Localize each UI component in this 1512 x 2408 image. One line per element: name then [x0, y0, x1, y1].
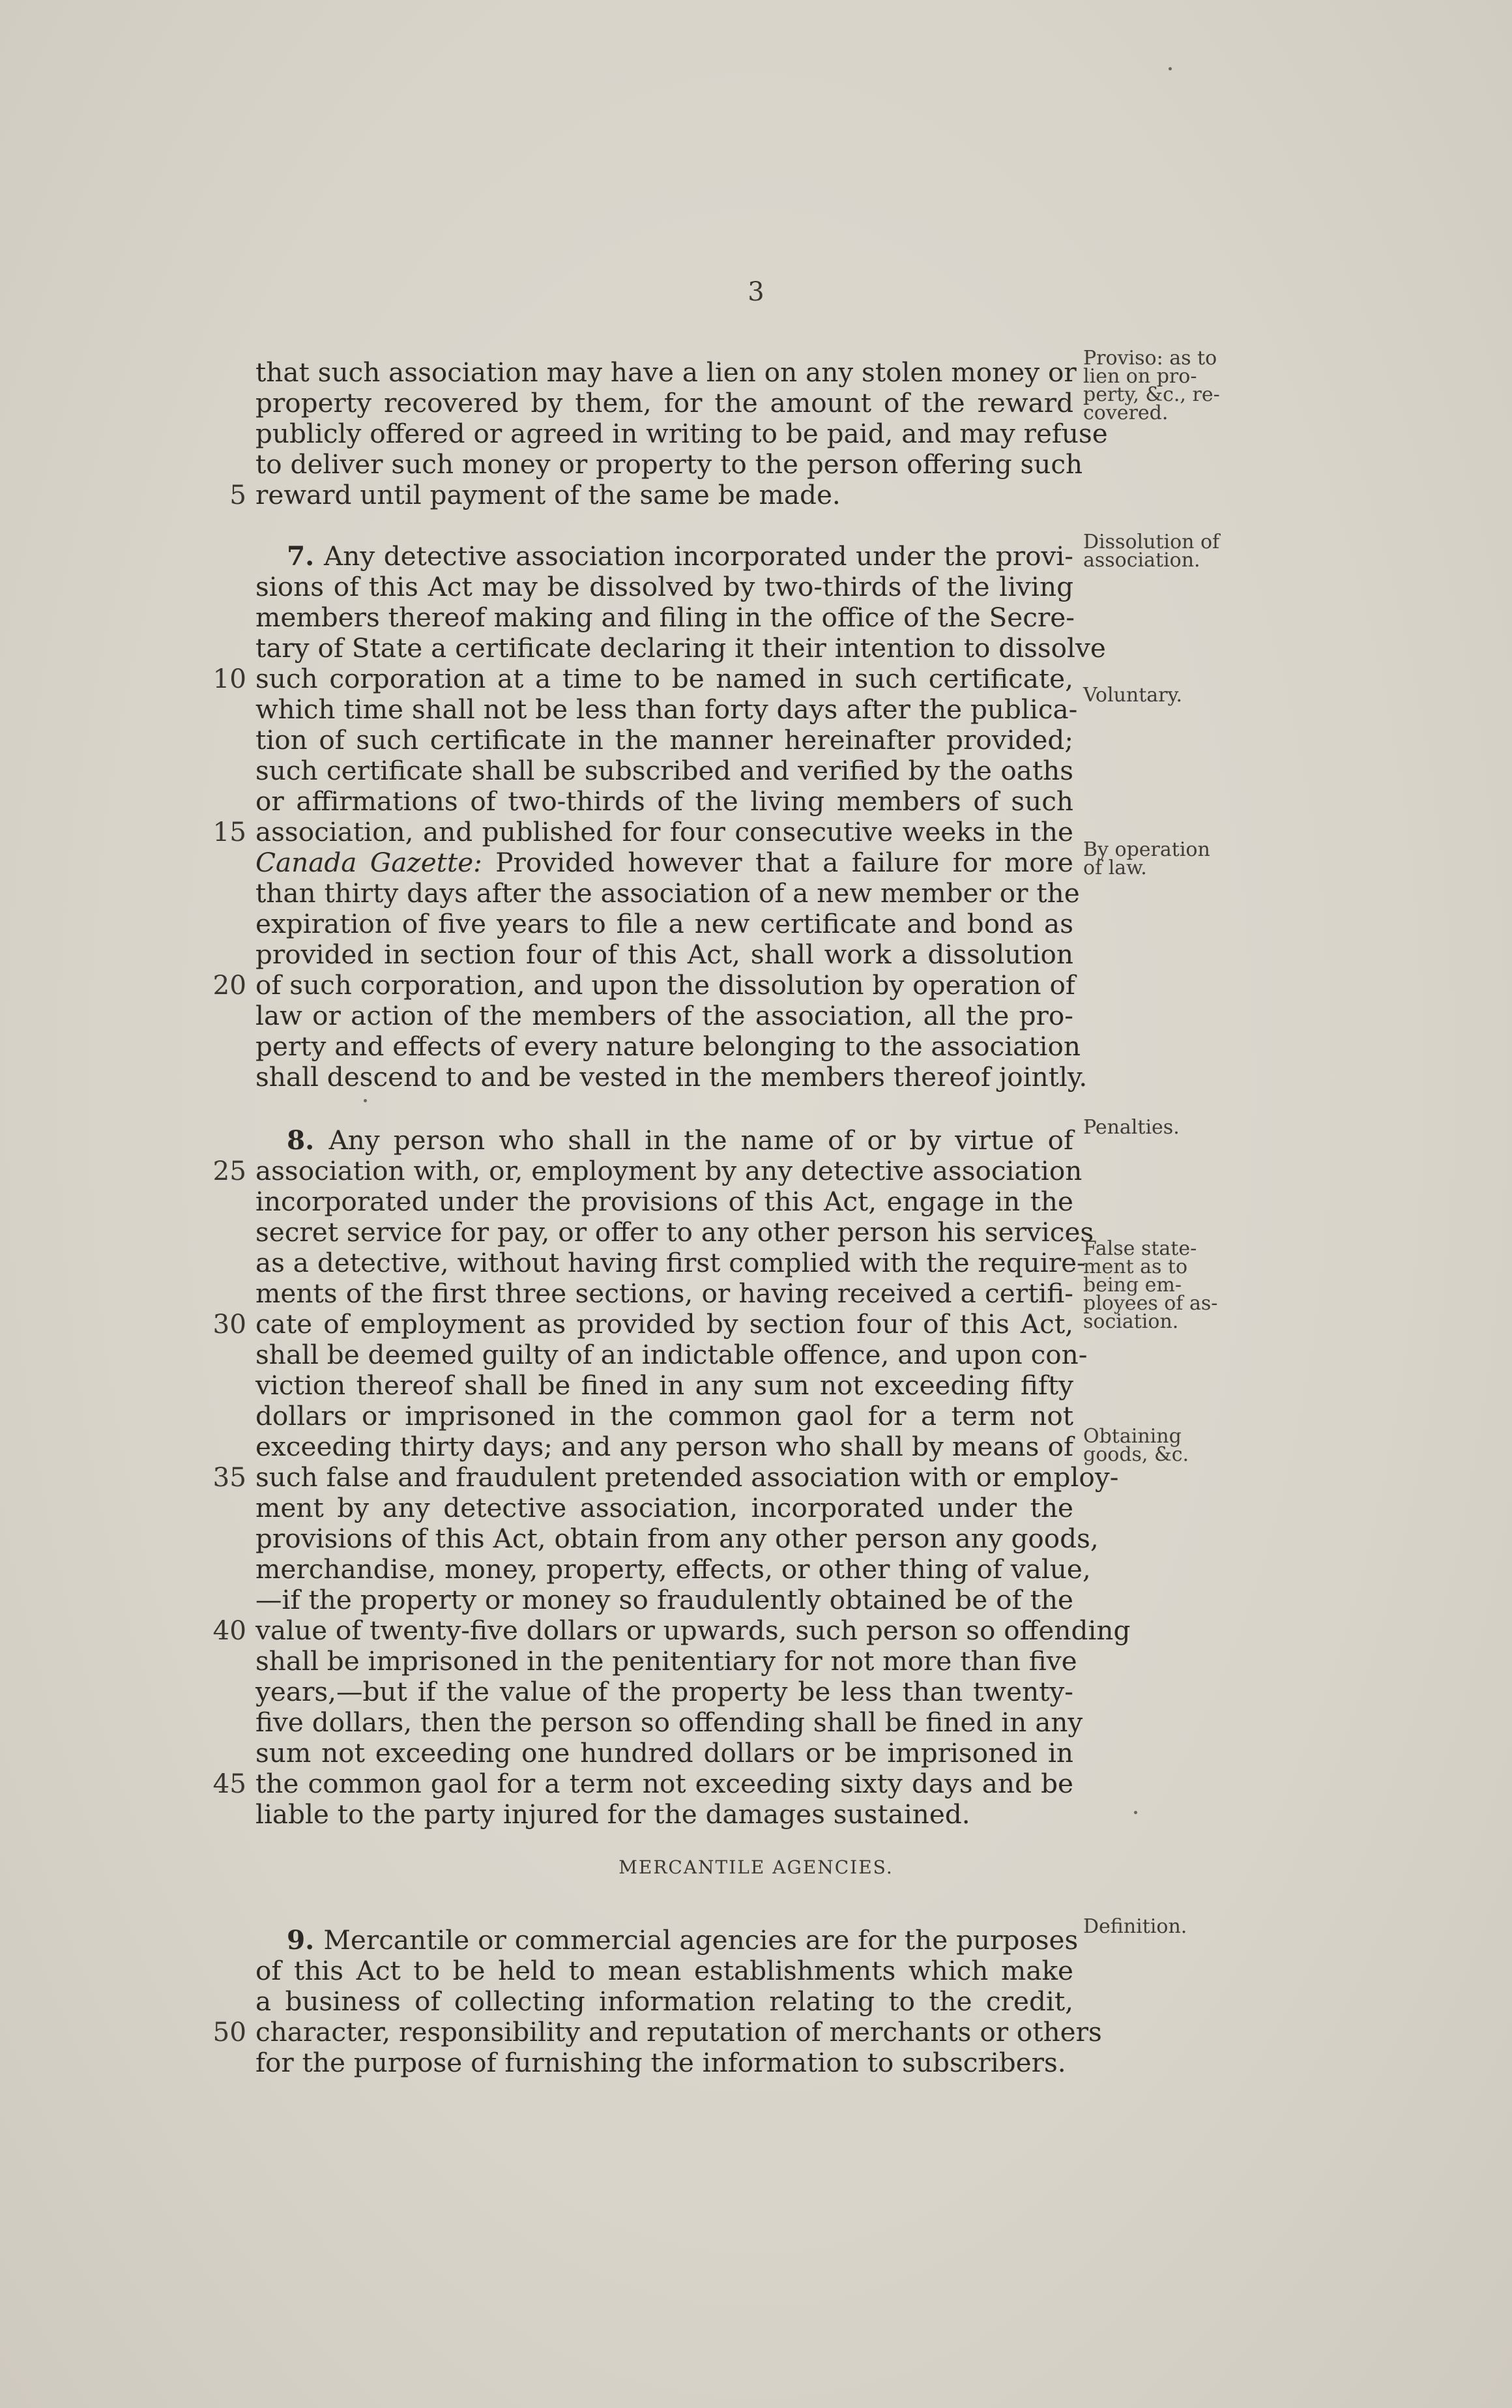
section-heading: MERCANTILE AGENCIES. — [618, 1857, 894, 1878]
line-text: sions of this Act may be dissolved by two-thirds of the living — [255, 571, 1073, 602]
text-line — [255, 1031, 1081, 1062]
margin-note — [1083, 686, 1240, 705]
paper-speck — [364, 1099, 367, 1102]
line-text: a business of collecting information relating to the credit, — [255, 1986, 1073, 2017]
margin-note-line: Penalties. — [1083, 1116, 1180, 1139]
line-text: Any person who shall in the name of or by virtue of — [328, 1124, 1073, 1156]
line-number: 15 — [212, 816, 246, 847]
line-number: 35 — [212, 1461, 246, 1493]
margin-note-line: being em- — [1083, 1274, 1182, 1297]
paper-speck — [1134, 1811, 1137, 1814]
text-line — [255, 847, 1073, 878]
line-text: perty and effects of every nature belonging to the association — [255, 1031, 1081, 1062]
line-text: liable to the party injured for the damages sustained. — [255, 1799, 970, 1830]
text-line — [255, 817, 1073, 847]
line-text: property recovered by them, for the amount of the reward — [255, 387, 1073, 418]
text-line — [255, 572, 1073, 602]
text-line — [287, 1125, 1073, 1156]
text-line — [255, 1986, 1073, 2017]
margin-note — [1083, 1116, 1240, 1139]
margin-note-line: ployees of as- — [1083, 1292, 1218, 1315]
margin-note-line: perty, &c., re- — [1083, 383, 1220, 406]
section-number: 9. — [287, 1924, 324, 1956]
text-line — [255, 480, 1073, 510]
line-text: incorporated under the provisions of this Act, engage in the — [255, 1186, 1073, 1217]
text-line — [255, 1493, 1073, 1523]
text-line — [255, 1309, 1073, 1340]
text-line — [255, 1278, 1073, 1309]
margin-note-line: Proviso: as to — [1083, 347, 1217, 370]
text-line — [255, 1645, 1077, 1677]
line-text: reward until payment of the same be made. — [255, 479, 841, 510]
text-line — [255, 1738, 1073, 1769]
text-line — [255, 970, 1073, 1001]
margin-note — [1083, 533, 1240, 570]
text-line — [255, 1339, 1088, 1370]
text-line — [255, 664, 1073, 694]
margin-note-line: sociation. — [1083, 1310, 1179, 1333]
line-text: character, responsibility and reputation of merchants or others — [255, 2016, 1102, 2048]
text-line — [255, 1769, 1073, 1799]
text-line — [255, 694, 1078, 725]
section-number: 7. — [287, 540, 324, 572]
text-line — [255, 632, 1106, 664]
line-text: —if the property or money so fraudulently obtained be of the — [255, 1584, 1073, 1615]
line-text: law or action of the members of the association, all the pro- — [255, 1000, 1073, 1031]
text-line — [255, 756, 1073, 786]
line-text: association with, or, employment by any detective association — [255, 1155, 1083, 1186]
line-text: of such corporation, and upon the dissolution by operation of — [255, 969, 1075, 1001]
text-line — [255, 1553, 1091, 1585]
line-text: for the purpose of furnishing the information to subscribers. — [255, 2047, 1066, 2078]
line-text: value of twenty-five dollars or upwards, such person so offending — [255, 1615, 1131, 1646]
margin-note-line: By operation — [1083, 838, 1210, 861]
line-number: 30 — [212, 1308, 246, 1340]
line-text: tary of State a certificate declaring it their intention to dissolve — [255, 632, 1106, 664]
text-line — [255, 448, 1083, 480]
text-line — [255, 2048, 1073, 2078]
text-line — [255, 1001, 1073, 1031]
line-text: provisions of this Act, obtain from any other person any goods, — [255, 1523, 1099, 1554]
text-line — [255, 725, 1073, 756]
margin-note-line: association. — [1083, 549, 1200, 572]
line-text: sum not exceeding one hundred dollars or be imprisoned in — [255, 1737, 1073, 1769]
line-text: years,—but if the value of the property be less than twenty- — [255, 1676, 1073, 1707]
margin-note — [1083, 1915, 1240, 1938]
line-number: 40 — [212, 1615, 246, 1646]
line-text: such corporation at a time to be named in such certificate, — [255, 663, 1073, 694]
margin-note-line: covered. — [1083, 402, 1169, 424]
text-line — [255, 418, 1108, 449]
line-text: five dollars, then the person so offending shall be fined in any — [255, 1707, 1083, 1738]
line-text: shall be deemed guilty of an indictable offence, and upon con- — [255, 1339, 1088, 1370]
page-number: 3 — [748, 277, 764, 307]
line-text: exceeding thirty days; and any person who shall by means of — [255, 1431, 1073, 1462]
line-number: 10 — [212, 663, 246, 694]
line-text: cate of employment as provided by section four of this Act, — [255, 1308, 1073, 1340]
line-text: than thirty days after the association of a new member or the — [255, 877, 1080, 909]
margin-note — [1083, 1425, 1240, 1466]
line-text: which time shall not be less than forty days after the publica- — [255, 694, 1078, 725]
line-number: 45 — [212, 1768, 246, 1799]
line-text: shall be imprisoned in the penitentiary for not more than five — [255, 1645, 1077, 1677]
line-text: such false and fraudulent pretended association with or employ- — [255, 1461, 1119, 1493]
line-text: the common gaol for a term not exceeding sixty days and be — [255, 1768, 1073, 1799]
line-text: Mercantile or commercial agencies are for the purposes — [323, 1924, 1079, 1956]
section-number: 8. — [287, 1124, 329, 1156]
line-text: ment by any detective association, incorporated under the — [255, 1492, 1073, 1523]
line-text: such certificate shall be subscribed and verified by the oaths — [255, 755, 1073, 786]
line-text: Any detective association incorporated under the provi- — [324, 540, 1073, 572]
text-line — [255, 877, 1080, 909]
text-line — [255, 1061, 1088, 1093]
line-text: to deliver such money or property to the person offering such — [255, 448, 1083, 480]
text-line — [255, 2016, 1102, 2048]
line-text: of this Act to be held to mean establishments which make — [255, 1955, 1073, 1986]
line-text: provided in section four of this Act, shall work a dissolution — [255, 939, 1073, 970]
line-text: expiration of five years to file a new certificate and bond as — [255, 908, 1073, 939]
text-line — [255, 909, 1073, 939]
text-line — [255, 1585, 1073, 1615]
line-text: secret service for pay, or offer to any other person his services — [255, 1216, 1094, 1248]
margin-note-line: of law. — [1083, 857, 1147, 879]
margin-note-line: lien on pro- — [1083, 365, 1197, 388]
text-line — [255, 357, 1077, 388]
margin-note — [1083, 1237, 1240, 1333]
line-text: or affirmations of two-thirds of the living members of such — [255, 786, 1073, 817]
line-text: that such association may have a lien on any stolen money or — [255, 357, 1077, 388]
text-line — [255, 1707, 1083, 1738]
line-number: 50 — [212, 2016, 246, 2048]
margin-note — [1083, 838, 1240, 879]
text-line — [255, 1461, 1119, 1493]
text-line — [255, 1615, 1131, 1646]
margin-note-line: ment as to — [1083, 1255, 1188, 1278]
text-line — [255, 1370, 1073, 1401]
text-line — [287, 1924, 1079, 1956]
line-number: 5 — [229, 479, 246, 510]
line-text: ments of the first three sections, or having received a certifi- — [255, 1278, 1073, 1309]
margin-note-line: False state- — [1083, 1237, 1197, 1260]
text-line — [255, 1523, 1099, 1554]
line-text: as a detective, without having first complied with the require- — [255, 1247, 1086, 1278]
text-line — [287, 541, 1073, 572]
line-text: viction thereof shall be fined in any sum not exceeding fifty — [255, 1370, 1073, 1401]
text-line — [255, 939, 1073, 970]
text-line — [255, 1956, 1073, 1986]
text-line — [255, 1216, 1094, 1248]
margin-note-line: Voluntary. — [1083, 684, 1182, 707]
text-line — [255, 388, 1073, 418]
line-text: Canada Gazette: Provided however that a failure for more — [255, 847, 1073, 878]
text-line — [255, 1247, 1086, 1278]
line-text: tion of such certificate in the manner hereinafter provided; — [255, 724, 1073, 756]
margin-note-line: Obtaining — [1083, 1425, 1182, 1448]
margin-note-line: Dissolution of — [1083, 531, 1220, 553]
paper-speck — [1169, 67, 1172, 70]
margin-note-line: Definition. — [1083, 1915, 1187, 1938]
line-text: merchandise, money, property, effects, or other thing of value, — [255, 1553, 1091, 1585]
line-number: 25 — [212, 1155, 246, 1186]
text-line — [255, 602, 1073, 633]
line-text: members thereof making and filing in the office of the Secre- — [255, 602, 1075, 633]
text-line — [255, 786, 1073, 817]
line-text: shall descend to and be vested in the members thereof jointly. — [255, 1061, 1088, 1093]
text-line — [255, 1799, 1073, 1830]
line-text: association, and published for four consecutive weeks in the — [255, 816, 1073, 847]
line-number: 20 — [212, 969, 246, 1001]
line-text: dollars or imprisoned in the common gaol for a term not — [255, 1400, 1073, 1432]
text-line — [255, 1155, 1083, 1186]
line-text: publicly offered or agreed in writing to be paid, and may refuse — [255, 418, 1108, 449]
margin-note-line: goods, &c. — [1083, 1443, 1189, 1466]
text-line — [255, 1401, 1073, 1432]
text-line — [255, 1677, 1073, 1707]
text-line — [255, 1432, 1073, 1462]
text-line — [255, 1186, 1073, 1217]
margin-note — [1083, 349, 1240, 422]
